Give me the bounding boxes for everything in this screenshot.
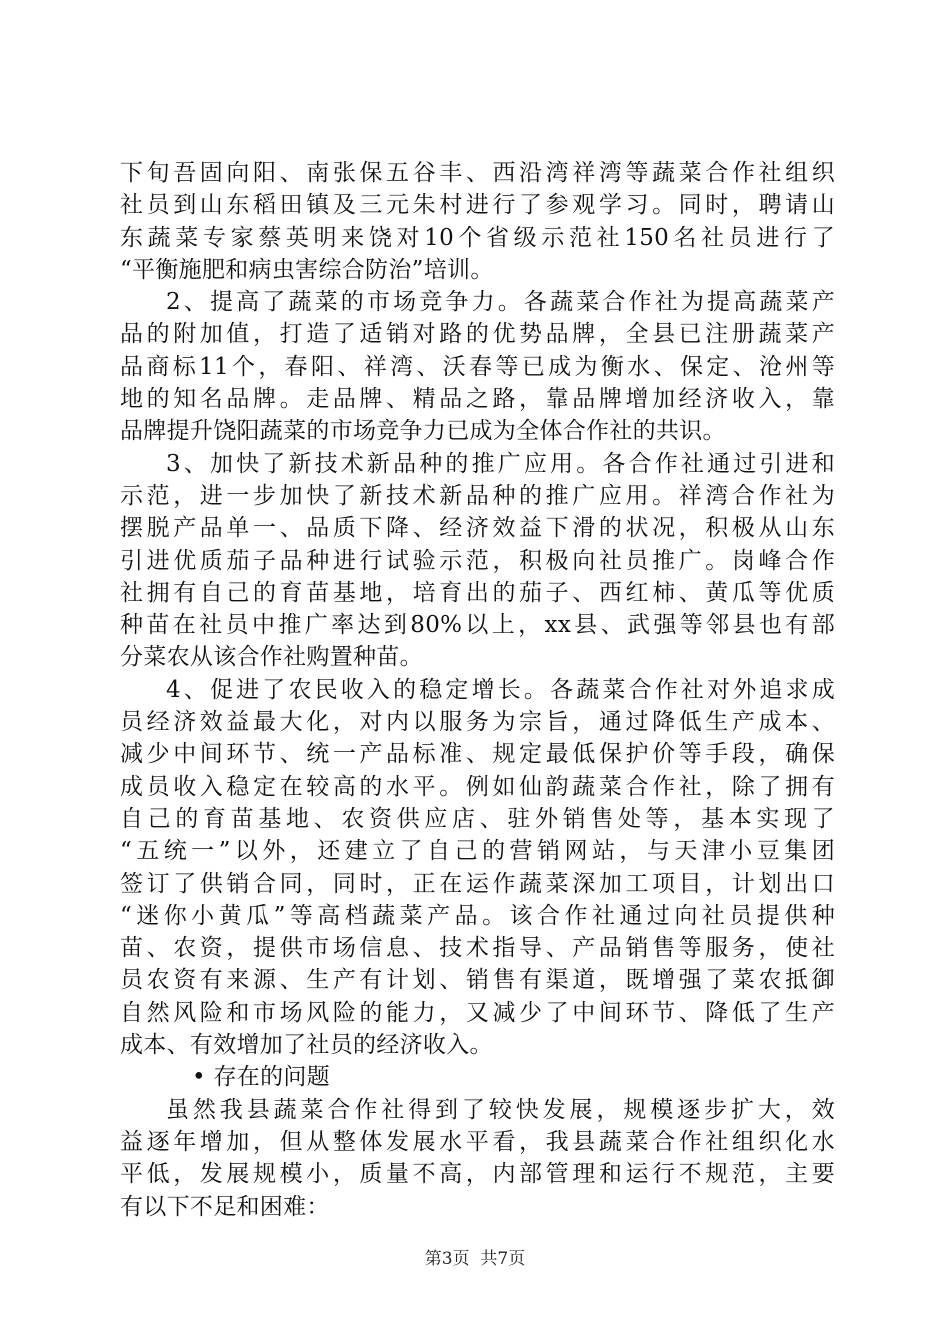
text-line: 社拥有自己的育苗基地，培育出的茄子、西红柿、黄瓜等优质	[120, 579, 835, 606]
text-line: 地的知名品牌。走品牌、精品之路，靠品牌增加经济收入，靠	[120, 386, 835, 413]
text-line: 品的附加值，打造了适销对路的优势品牌，全县已注册蔬菜产	[120, 321, 835, 348]
text-line: 示范，进一步加快了新技术新品种的推广应用。祥湾合作社为	[120, 482, 835, 509]
text-line: 自然风险和市场风险的能力，又减少了中间环节、降低了生产	[120, 999, 835, 1026]
text-line: 引进优质茄子品种进行试验示范，积极向社员推广。岗峰合作	[120, 547, 835, 574]
text-line: 成员收入稳定在较高的水平。例如仙韵蔬菜合作社，除了拥有	[120, 773, 835, 800]
paragraph-start: 虽然我县蔬菜合作社得到了较快发展，规模逐步扩大，效	[166, 1096, 835, 1123]
page-number: 第3页 共7页	[424, 1249, 526, 1269]
paragraph-heading-4: 4、促进了农民收入的稳定增长。各蔬菜合作社对外追求成	[166, 676, 835, 703]
text-line: 社员到山东稻田镇及三元朱村进行了参观学习。同时，聘请山	[120, 192, 835, 219]
text-line: “迷你小黄瓜”等高档蔬菜产品。该合作社通过向社员提供种	[120, 902, 835, 929]
section-heading-problems: • 存在的问题	[192, 1064, 330, 1091]
text-line: “平衡施肥和病虫害综合防治”培训。	[120, 256, 494, 283]
text-line: 东蔬菜专家蔡英明来饶对10个省级示范社150名社员进行了	[120, 224, 835, 251]
text-line: 有以下不足和困难：	[120, 1193, 330, 1220]
text-line: 签订了供销合同，同时，正在运作蔬菜深加工项目，计划出口	[120, 870, 835, 897]
text-line: 种苗在社员中推广率达到80%以上，xx县、武强等邻县也有部	[120, 612, 835, 639]
text-line: 减少中间环节、统一产品标准、规定最低保护价等手段，确保	[120, 741, 835, 768]
text-line: 平低，发展规模小，质量不高，内部管理和运行不规范，主要	[120, 1161, 835, 1188]
text-line: 下旬吾固向阳、南张保五谷丰、西沿湾祥湾等蔬菜合作社组织	[120, 160, 835, 186]
text-line: 摆脱产品单一、品质下降、经济效益下滑的状况，积极从山东	[120, 515, 835, 542]
paragraph-heading-2: 2、提高了蔬菜的市场竞争力。各蔬菜合作社为提高蔬菜产	[166, 289, 835, 316]
text-line: 苗、农资，提供市场信息、技术指导、产品销售等服务，使社	[120, 935, 835, 962]
text-line: 自己的育苗基地、农资供应店、驻外销售处等，基本实现了	[120, 805, 835, 832]
text-line: 员经济效益最大化，对内以服务为宗旨，通过降低生产成本、	[120, 709, 835, 736]
text-line: 分菜农从该合作社购置种苗。	[120, 644, 423, 671]
paragraph-heading-3: 3、加快了新技术新品种的推广应用。各合作社通过引进和	[166, 450, 835, 477]
text-line: 品牌提升饶阳蔬菜的市场竞争力已成为全体合作社的共识。	[120, 418, 726, 445]
document-body	[120, 157, 835, 1223]
text-line: 成本、有效增加了社员的经济收入。	[120, 1032, 493, 1059]
text-line: “五统一”以外，还建立了自己的营销网站，与天津小豆集团	[120, 838, 835, 865]
text-line: 员农资有来源、生产有计划、销售有渠道，既增强了菜农抵御	[120, 967, 835, 994]
text-line: 品商标11个，春阳、祥湾、沃春等已成为衡水、保定、沧州等	[120, 353, 835, 380]
text-line: 益逐年增加，但从整体发展水平看，我县蔬菜合作社组织化水	[120, 1128, 835, 1155]
